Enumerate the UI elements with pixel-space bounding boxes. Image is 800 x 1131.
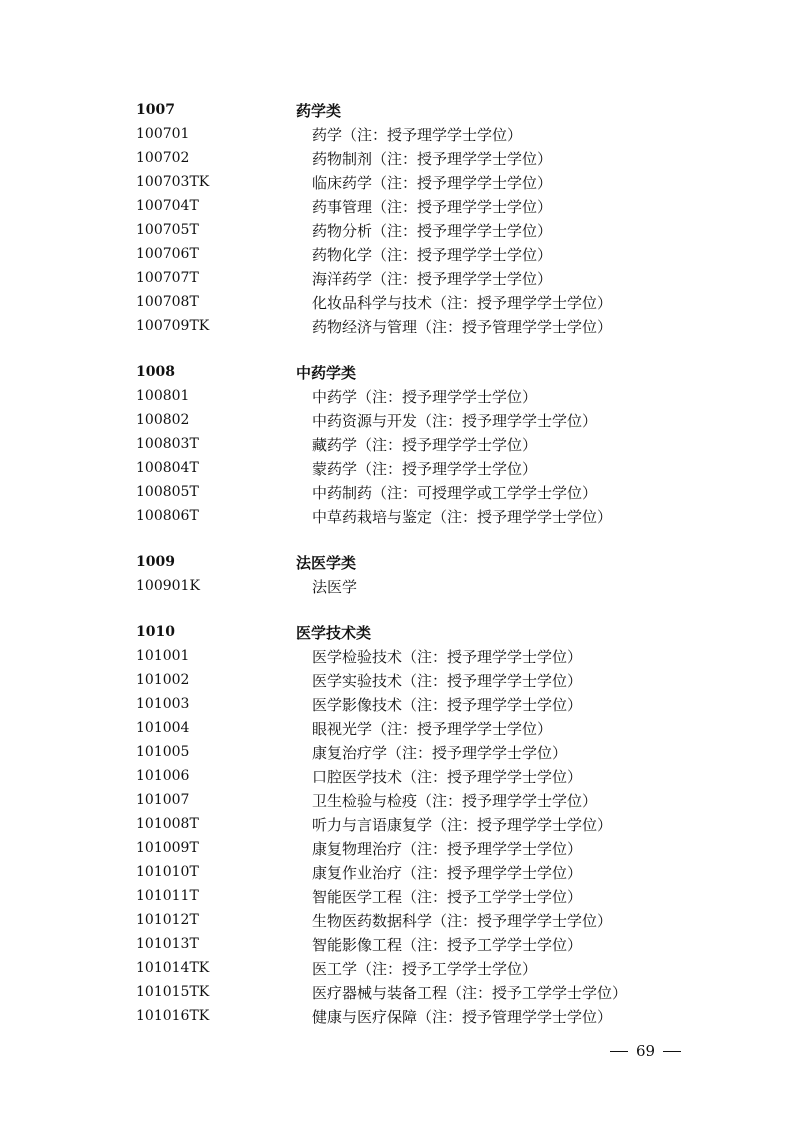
major-row [136, 956, 696, 980]
major-row [136, 504, 696, 528]
major-row [136, 716, 696, 740]
major-name: 中药学（注：授予理学学士学位） [312, 387, 538, 406]
major-name: 药物经济与管理（注：授予管理学学士学位） [312, 317, 613, 336]
major-row [136, 860, 696, 884]
major-name: 药学（注：授予理学学士学位） [312, 125, 523, 144]
major-name: 医工学（注：授予工学学士学位） [312, 959, 538, 978]
major-code: 101012T [136, 912, 199, 928]
major-row [136, 908, 696, 932]
major-code: 100709TK [136, 318, 210, 334]
category-name: 药学类 [296, 101, 342, 120]
major-name: 中草药栽培与鉴定（注：授予理学学士学位） [312, 507, 613, 526]
major-row [136, 266, 696, 290]
category-block [136, 360, 696, 528]
category-block [136, 550, 696, 598]
major-code: 100708T [136, 294, 199, 310]
major-code: 101008T [136, 816, 199, 832]
major-code: 100704T [136, 198, 199, 214]
major-code: 101007 [136, 792, 190, 808]
major-code: 101005 [136, 744, 190, 760]
major-name: 智能医学工程（注：授予工学学士学位） [312, 887, 583, 906]
major-code: 100801 [136, 388, 190, 404]
major-name: 口腔医学技术（注：授予理学学士学位） [312, 767, 583, 786]
major-code: 100806T [136, 508, 199, 524]
major-code: 100707T [136, 270, 199, 286]
major-name: 药物分析（注：授予理学学士学位） [312, 221, 553, 240]
major-code: 101015TK [136, 984, 210, 1000]
category-block [136, 98, 696, 338]
major-code: 100802 [136, 412, 190, 428]
category-name: 中药学类 [296, 363, 357, 382]
major-name: 药物化学（注：授予理学学士学位） [312, 245, 553, 264]
major-name: 健康与医疗保障（注：授予管理学学士学位） [312, 1007, 613, 1026]
major-row [136, 242, 696, 266]
major-code: 100804T [136, 460, 199, 476]
major-code: 100803T [136, 436, 199, 452]
major-code: 100701 [136, 126, 190, 142]
major-row [136, 644, 696, 668]
major-name: 药物制剂（注：授予理学学士学位） [312, 149, 553, 168]
major-row [136, 884, 696, 908]
major-name: 医学检验技术（注：授予理学学士学位） [312, 647, 583, 666]
major-name: 法医学 [312, 577, 358, 596]
category-heading [136, 98, 696, 122]
major-code: 100901K [136, 578, 200, 594]
major-name: 临床药学（注：授予理学学士学位） [312, 173, 553, 192]
major-name: 中药资源与开发（注：授予理学学士学位） [312, 411, 598, 430]
major-name: 智能影像工程（注：授予工学学士学位） [312, 935, 583, 954]
major-row [136, 432, 696, 456]
major-catalog [136, 98, 696, 1050]
major-row [136, 170, 696, 194]
major-code: 100706T [136, 246, 199, 262]
major-row [136, 1004, 696, 1028]
major-name: 中药制药（注：可授理学或工学学士学位） [312, 483, 598, 502]
major-row [136, 314, 696, 338]
major-name: 医学影像技术（注：授予理学学士学位） [312, 695, 583, 714]
major-row [136, 836, 696, 860]
major-row [136, 764, 696, 788]
major-code: 100705T [136, 222, 199, 238]
major-row [136, 456, 696, 480]
major-code: 101002 [136, 672, 190, 688]
category-code: 1009 [136, 554, 175, 570]
major-code: 101013T [136, 936, 199, 952]
major-name: 蒙药学（注：授予理学学士学位） [312, 459, 538, 478]
category-heading [136, 550, 696, 574]
category-code: 1008 [136, 364, 175, 380]
major-name: 藏药学（注：授予理学学士学位） [312, 435, 538, 454]
major-row [136, 692, 696, 716]
major-name: 卫生检验与检疫（注：授予理学学士学位） [312, 791, 598, 810]
category-code: 1007 [136, 102, 175, 118]
category-name: 医学技术类 [296, 623, 372, 642]
major-row [136, 788, 696, 812]
major-name: 化妆品科学与技术（注：授予理学学士学位） [312, 293, 613, 312]
category-block [136, 620, 696, 1028]
major-code: 101011T [136, 888, 199, 904]
major-row [136, 408, 696, 432]
major-name: 眼视光学（注：授予理学学士学位） [312, 719, 553, 738]
major-row [136, 146, 696, 170]
category-code: 1010 [136, 624, 175, 640]
page-footer [610, 1042, 690, 1060]
major-row [136, 574, 696, 598]
major-code: 100805T [136, 484, 199, 500]
major-name: 听力与言语康复学（注：授予理学学士学位） [312, 815, 613, 834]
major-row [136, 812, 696, 836]
major-name: 医疗器械与装备工程（注：授予工学学士学位） [312, 983, 628, 1002]
major-name: 康复治疗学（注：授予理学学士学位） [312, 743, 568, 762]
major-row [136, 122, 696, 146]
major-code: 101004 [136, 720, 190, 736]
major-name: 医学实验技术（注：授予理学学士学位） [312, 671, 583, 690]
major-row [136, 668, 696, 692]
major-row [136, 218, 696, 242]
major-code: 101010T [136, 864, 199, 880]
footer-dash-right [663, 1051, 681, 1052]
major-name: 药事管理（注：授予理学学士学位） [312, 197, 553, 216]
major-code: 101016TK [136, 1008, 210, 1024]
category-heading [136, 360, 696, 384]
major-row [136, 480, 696, 504]
major-code: 101003 [136, 696, 190, 712]
major-row [136, 384, 696, 408]
major-code: 101001 [136, 648, 190, 664]
major-code: 100703TK [136, 174, 210, 190]
category-heading [136, 620, 696, 644]
major-code: 101006 [136, 768, 190, 784]
category-name: 法医学类 [296, 553, 357, 572]
major-row [136, 740, 696, 764]
page-number: 69 [636, 1042, 656, 1060]
major-code: 101009T [136, 840, 199, 856]
major-name: 生物医药数据科学（注：授予理学学士学位） [312, 911, 613, 930]
footer-dash-left [610, 1051, 628, 1052]
major-row [136, 194, 696, 218]
major-row [136, 980, 696, 1004]
major-code: 101014TK [136, 960, 210, 976]
major-row [136, 932, 696, 956]
major-name: 海洋药学（注：授予理学学士学位） [312, 269, 553, 288]
major-name: 康复物理治疗（注：授予理学学士学位） [312, 839, 583, 858]
major-row [136, 290, 696, 314]
major-name: 康复作业治疗（注：授予理学学士学位） [312, 863, 583, 882]
major-code: 100702 [136, 150, 190, 166]
